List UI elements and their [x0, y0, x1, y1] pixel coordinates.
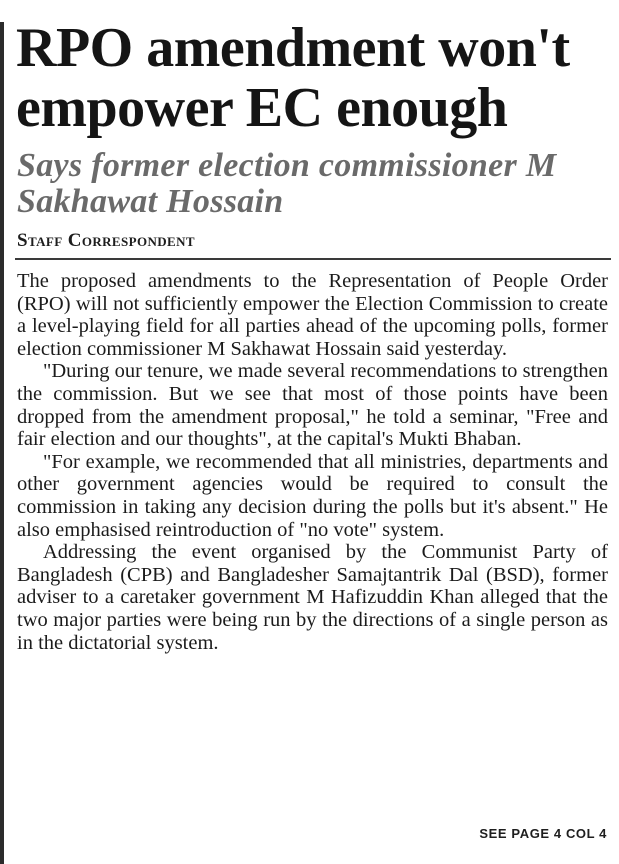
- subheadline: Says former election commissioner M Sakhawat Hossain: [17, 147, 557, 220]
- continuation-note: SEE PAGE 4 COL 4: [479, 826, 607, 841]
- byline: Staff Correspondent: [17, 230, 195, 251]
- headline: RPO amendment won't empower EC enough: [16, 17, 570, 139]
- column-rule: [0, 22, 4, 864]
- article-body: [17, 270, 608, 654]
- paragraph-2: "During our tenure, we made several recommendations to strengthen the commission. But we see that most of those points have been dropped from the amendment proposal," he told a seminar, "Free and fair election and our thoughts", at the capital's Mukti Bhaban.: [17, 360, 608, 451]
- paragraph-4: Addressing the event organised by the Communist Party of Bangladesh (CPB) and Bangladesher Samajtantrik Dal (BSD), former adviser to a caretaker government M Hafizuddin Khan alleged that the two major parties were being run by the directions of a single person as in the dictatorial system.: [17, 541, 608, 654]
- paragraph-3: "For example, we recommended that all ministries, departments and other government agencies would be required to consult the commission in taking any decision during the polls but it's absent." He also emphasised reintroduction of "no vote" system.: [17, 450, 608, 541]
- paragraph-1: The proposed amendments to the Representation of People Order (RPO) will not sufficiently empower the Election Commission to create a level-playing field for all parties ahead of the upcoming polls, former election commissioner M Sakhawat Hossain said yesterday.: [17, 270, 608, 360]
- byline-divider: [15, 258, 611, 260]
